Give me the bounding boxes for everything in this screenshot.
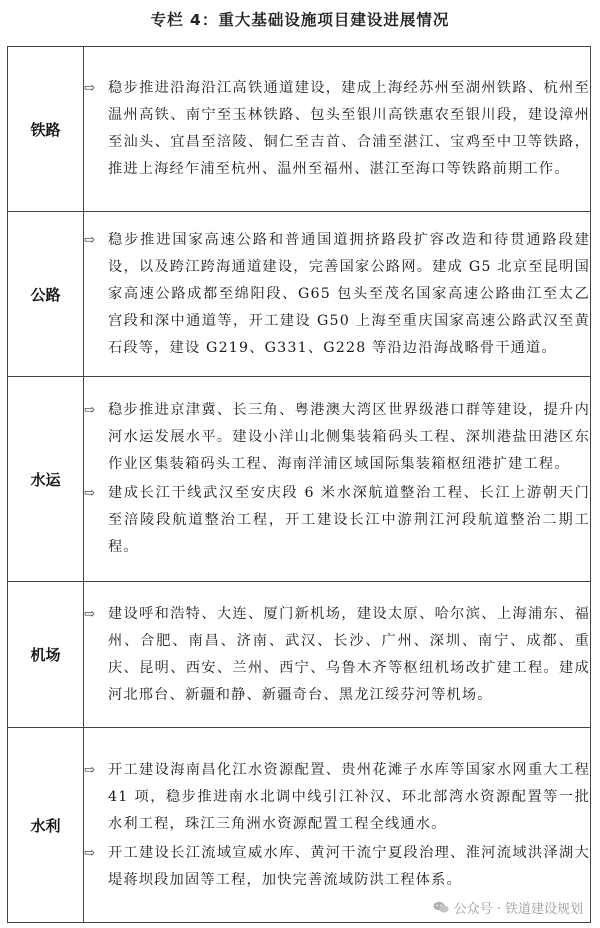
content-airport (84, 582, 591, 728)
list-item (84, 601, 590, 709)
list-item (84, 397, 590, 478)
content-water-conservancy (84, 728, 591, 923)
arrow-bullet-icon: ⇨ (84, 762, 95, 778)
list-item (84, 75, 590, 183)
content-railway (84, 47, 591, 212)
content-highway (84, 212, 591, 377)
arrow-bullet-icon: ⇨ (84, 232, 95, 248)
table-row-water-conservancy (8, 728, 591, 923)
category-waterway: 水运 (8, 377, 84, 582)
content-waterway (84, 377, 591, 582)
table-row-highway (8, 212, 591, 377)
arrow-bullet-icon: ⇨ (84, 403, 95, 418)
table-row-railway (8, 47, 591, 212)
watermark (430, 897, 586, 918)
item-text: 稳步推进京津冀、长三角、粤港澳大湾区世界级港口群等建设，提升内河水运发展水平。建设小洋山北侧集装箱码头工程、深圳港盐田港区东作业区集装箱码头工程、海南洋浦区域国际集装箱枢纽港扩建工程。 (108, 402, 590, 472)
watermark-text: 公众号 · 铁道建设规划 (453, 902, 583, 917)
wechat-icon (433, 901, 449, 914)
arrow-bullet-icon: ⇨ (84, 486, 95, 501)
item-text: 开工建设海南昌化江水资源配置、贵州花滩子水库等国家水网重大工程 41 项，稳步推进南水北调中线引江补汉、环北部湾水资源配置等一批水利工程，珠江三角洲水资源配置工程全线通水。 (108, 761, 590, 832)
item-text: 稳步推进国家高速公路和普通国道拥挤路段扩容改造和待贯通路段建设，以及跨江跨海通道建设，完善国家公路网。建成 G5 北京至昆明国家高速公路成都至绵阳段、G65 包头至茂名国家高速公路曲江至太乙宫段和深中通道等，开工建设 G50 上海至重庆国家高速公路武汉至黄石段等，建设 G219、G331、G228 等沿边沿海战略骨干通道。 (108, 231, 590, 356)
table-row-waterway (8, 377, 591, 582)
project-table (7, 46, 591, 923)
list-item (84, 480, 590, 561)
item-text: 开工建设长江流域宣威水库、黄河干流宁夏段治理、淮河流域洪泽湖大堤蒋坝段加固等工程，加快完善流域防洪工程体系。 (108, 844, 590, 888)
item-text: 建成长江干线武汉至安庆段 6 米水深航道整治工程、长江上游朝天门至涪陵段航道整治工程，开工建设长江中游荆江河段航道整治二期工程。 (108, 485, 590, 555)
page-title: 专栏 4：重大基础设施项目建设进展情况 (150, 11, 450, 29)
arrow-bullet-icon: ⇨ (84, 606, 95, 622)
category-highway: 公路 (8, 212, 84, 377)
table-row-airport (8, 582, 591, 728)
category-railway: 铁路 (8, 47, 84, 212)
item-text: 建设呼和浩特、大连、厦门新机场，建设太原、哈尔滨、上海浦东、福州、合肥、南昌、济南、武汉、长沙、广州、深圳、南宁、成都、重庆、昆明、西安、兰州、西宁、乌鲁木齐等枢纽机场改扩建工程。建成河北邢台、新疆和静、新疆奇台、黑龙江绥芬河等机场。 (108, 605, 590, 703)
list-item (84, 227, 590, 362)
item-text: 稳步推进沿海沿江高铁通道建设，建成上海经苏州至湖州铁路、杭州至温州高铁、南宁至玉林铁路、包头至银川高铁惠农至银川段，建设漳州至汕头、宜昌至涪陵、铜仁至吉首、合浦至湛江、宝鸡至中卫等铁路，推进上海经乍浦至杭州、温州至福州、湛江至海口等铁路前期工作。 (108, 80, 590, 177)
arrow-bullet-icon: ⇨ (84, 81, 95, 96)
category-airport: 机场 (8, 582, 84, 728)
category-water-conservancy: 水利 (8, 728, 84, 923)
list-item (84, 757, 590, 838)
arrow-bullet-icon: ⇨ (84, 845, 95, 861)
list-item (84, 840, 590, 894)
